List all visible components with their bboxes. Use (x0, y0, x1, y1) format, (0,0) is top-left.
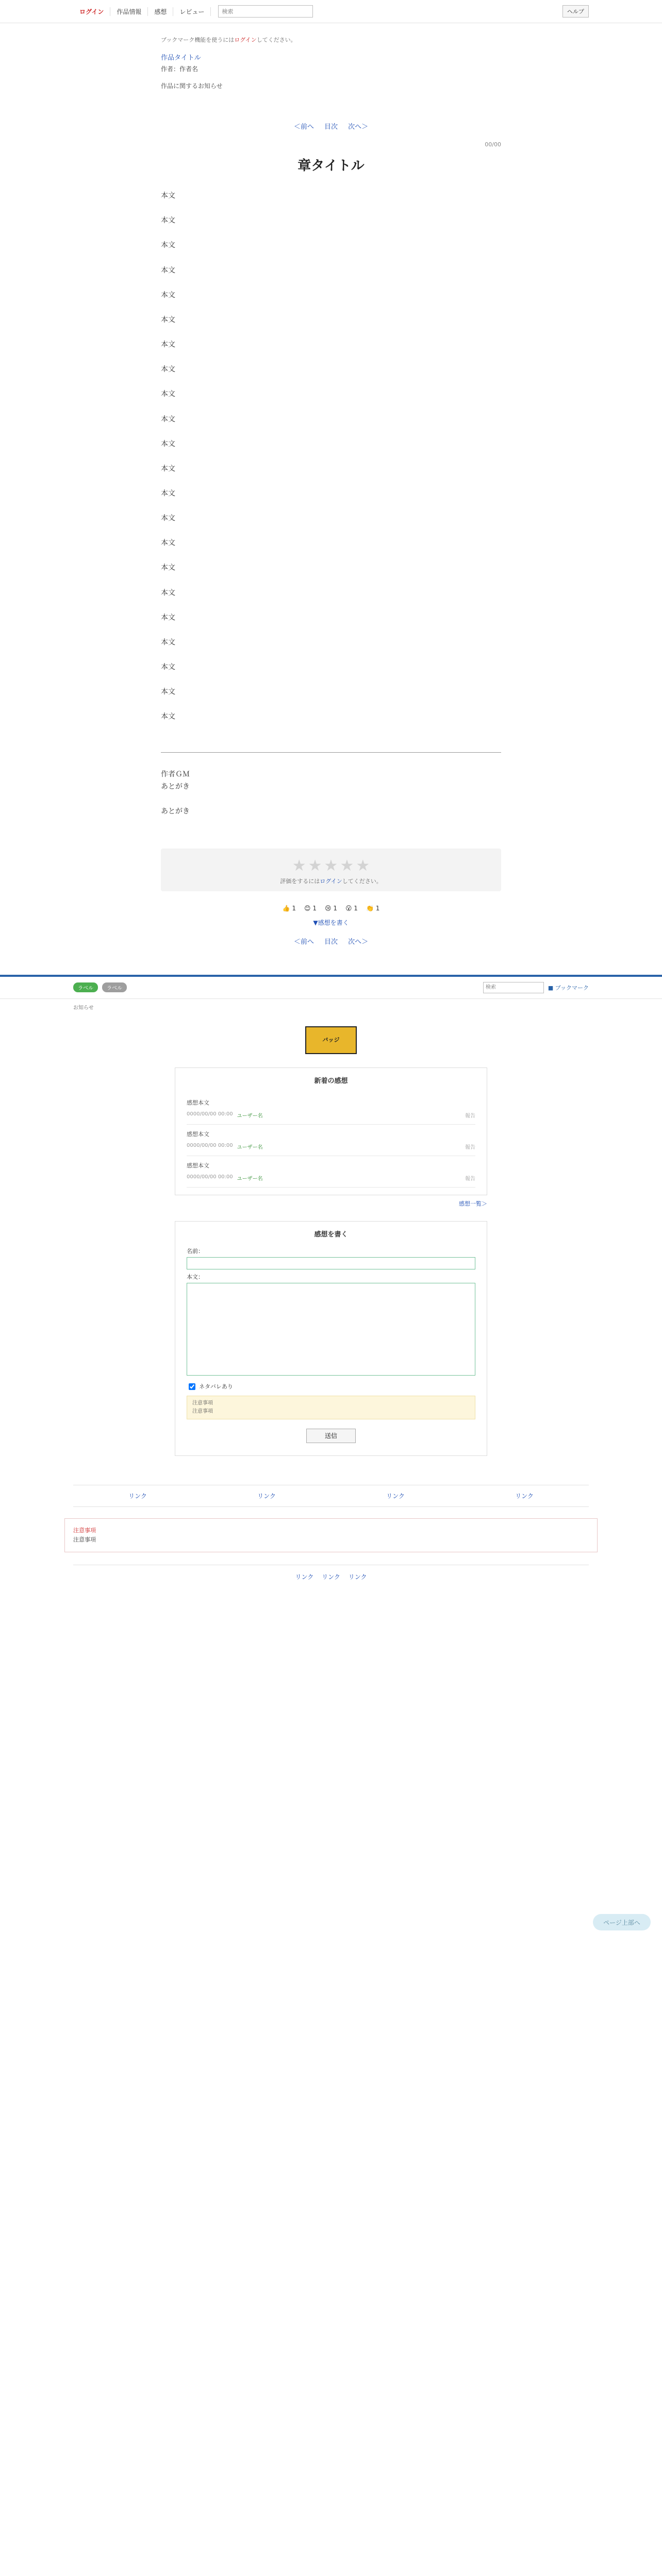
body-paragraph (161, 400, 501, 413)
chapter-number: 00/00 (485, 141, 501, 148)
band-note: お知らせ (73, 1005, 94, 1011)
impressions-list-link[interactable]: 感想一覧＞ (459, 1200, 487, 1207)
review-report-link[interactable]: 報告 (465, 1144, 475, 1150)
star-icon[interactable]: ★ (292, 856, 306, 875)
impression-form (175, 1221, 487, 1456)
reaction-button[interactable]: 😢 1 (325, 904, 337, 912)
bookmark-icon: ■ (548, 984, 555, 991)
footer-links (73, 1485, 589, 1507)
help-button[interactable]: ヘルプ (562, 5, 589, 18)
bookmark-login-note (161, 36, 501, 44)
author-name[interactable]: 作者名 (179, 65, 198, 73)
body-paragraph: 本文 (161, 415, 175, 423)
blue-band (0, 975, 662, 977)
recent-impressions-heading: 新着の感想 (314, 1077, 348, 1085)
toc-link[interactable]: 目次 (324, 938, 338, 946)
review-report-link[interactable]: 報告 (465, 1113, 475, 1119)
review-text: 感想本文 (187, 1162, 209, 1169)
toc-link[interactable]: 目次 (324, 123, 338, 131)
star-icon[interactable]: ★ (356, 856, 370, 875)
web-contents-badge[interactable]: バッジ (305, 1026, 357, 1054)
review-meta (187, 1111, 475, 1119)
body-paragraph: 本文 (161, 638, 175, 647)
afterword (161, 768, 501, 818)
review-item (187, 1125, 475, 1156)
body-paragraph: 本文 (161, 390, 175, 399)
prev-link[interactable]: ＜前へ (293, 123, 314, 131)
disclaimer-warning: 注意事項 (73, 1527, 96, 1534)
bottom-links (73, 1565, 589, 1581)
body-paragraph (161, 376, 501, 388)
login-link[interactable]: ログイン (73, 7, 110, 16)
body-paragraph (161, 450, 501, 463)
header-search-input[interactable] (218, 5, 313, 18)
author-line (161, 64, 501, 73)
body-paragraph: 本文 (161, 688, 175, 697)
spoiler-row (187, 1382, 475, 1392)
body-paragraph (161, 500, 501, 512)
body-paragraph: 本文 (161, 663, 175, 672)
next-link[interactable]: 次へ＞ (348, 123, 369, 131)
body-paragraph: 本文 (161, 291, 175, 299)
body-paragraph: 本文 (161, 266, 175, 275)
reader-page (161, 23, 501, 946)
star-icon[interactable]: ★ (340, 856, 354, 875)
bottom-link[interactable]: リンク (348, 1573, 367, 1581)
body-paragraph: 本文 (161, 713, 175, 721)
body-paragraph (161, 202, 501, 214)
body-paragraph (161, 673, 501, 686)
bookmark-note-prefix: ブックマーク機能を使うには (161, 37, 235, 43)
review-date: 0000/00/00 00:00 (187, 1111, 233, 1117)
afterword-divider (161, 752, 501, 753)
band-separator (0, 998, 662, 999)
afterword-line (161, 793, 501, 805)
footer-link[interactable]: リンク (128, 1492, 147, 1500)
rating-box (161, 849, 501, 891)
name-input[interactable] (187, 1257, 475, 1269)
body-paragraph: 本文 (161, 464, 175, 473)
afterword-line: あとがき (161, 782, 190, 791)
reaction-button[interactable]: 😊 1 (304, 904, 317, 912)
body-paragraph (161, 426, 501, 438)
afterword-label: 作者ＧＭ (161, 770, 190, 778)
footer-link[interactable]: リンク (515, 1492, 534, 1500)
bottom-pager (161, 936, 501, 946)
bottom-link[interactable]: リンク (322, 1573, 340, 1581)
footer-link[interactable]: リンク (386, 1492, 405, 1500)
body-paragraph: 本文 (161, 241, 175, 250)
series-title-link[interactable]: 作品タイトル (161, 54, 201, 62)
gray-pill-button[interactable]: ラベル (102, 982, 127, 992)
bottom-link[interactable]: リンク (295, 1573, 314, 1581)
review-list (187, 1093, 475, 1188)
rating-note (161, 877, 501, 885)
bookmark-note-login-link[interactable]: ログイン (234, 37, 257, 43)
review-item (187, 1156, 475, 1188)
review-user[interactable]: ユーザー名 (237, 1144, 263, 1150)
review-date: 0000/00/00 00:00 (187, 1142, 233, 1148)
body-paragraph (161, 524, 501, 537)
body-paragraph (161, 698, 501, 710)
review-meta (187, 1143, 475, 1150)
body-label: 本文： (187, 1273, 204, 1280)
impression-textarea[interactable] (187, 1283, 475, 1376)
next-link[interactable]: 次へ＞ (348, 938, 369, 946)
body-paragraph: 本文 (161, 365, 175, 374)
body-paragraph: 本文 (161, 315, 175, 324)
top-bar-inner (73, 0, 589, 23)
disclaimer-box (64, 1518, 598, 1552)
band-search-input[interactable] (483, 982, 544, 993)
body-paragraph: 本文 (161, 539, 175, 548)
rating-note-suffix: してください。 (342, 877, 382, 885)
form-warning-line: 注意事項 (192, 1408, 213, 1414)
confirm-impression-button[interactable]: 送信 (306, 1429, 356, 1443)
chapter-title: 章タイトル (297, 158, 365, 174)
body-paragraph: 本文 (161, 514, 175, 523)
chapter-body (161, 190, 501, 723)
review-report-link[interactable]: 報告 (465, 1176, 475, 1182)
body-paragraph (161, 252, 501, 264)
review-text: 感想本文 (187, 1099, 209, 1106)
spoiler-checkbox[interactable] (189, 1383, 195, 1390)
body-paragraph (161, 599, 501, 612)
body-paragraph (161, 301, 501, 314)
reaction-button[interactable]: 😮 1 (345, 904, 358, 912)
review-user[interactable]: ユーザー名 (237, 1176, 263, 1182)
form-warning-box (187, 1396, 475, 1419)
review-item (187, 1093, 475, 1125)
body-paragraph: 本文 (161, 341, 175, 349)
body-paragraph (161, 574, 501, 587)
form-warning-line: 注意事項 (192, 1400, 213, 1406)
prev-link[interactable]: ＜前へ (293, 938, 314, 946)
review-link[interactable]: レビュー (173, 7, 211, 16)
author-label: 作者： (161, 65, 180, 73)
program-notice: 作品に関するお知らせ (161, 82, 223, 90)
body-paragraph (161, 549, 501, 562)
works-info-link[interactable]: 作品情報 (110, 7, 148, 16)
body-paragraph: 本文 (161, 489, 175, 498)
impressions-link[interactable]: 感想 (148, 7, 173, 16)
body-paragraph: 本文 (161, 192, 175, 200)
green-pill-button[interactable]: ラベル (73, 982, 98, 992)
spoiler-label: ネタバレあり (199, 1383, 233, 1391)
body-paragraph: 本文 (161, 216, 175, 225)
review-date: 0000/00/00 00:00 (187, 1174, 233, 1180)
bookmark-button[interactable] (548, 984, 589, 992)
rating-note-prefix: 評価をするには (280, 877, 320, 885)
rating-login-link[interactable]: ログイン (320, 877, 342, 885)
body-paragraph (161, 277, 501, 289)
bookmark-note-suffix: してください。 (256, 37, 296, 43)
body-paragraph: 本文 (161, 588, 175, 597)
recent-impressions (175, 1067, 487, 1195)
star-icon[interactable]: ★ (308, 856, 322, 875)
form-heading: 感想を書く (314, 1230, 348, 1239)
disclaimer-text: 注意事項 (73, 1536, 96, 1544)
footer-link[interactable]: リンク (257, 1492, 276, 1500)
body-paragraph (161, 649, 501, 661)
name-label: 名前： (187, 1247, 204, 1255)
body-paragraph (161, 624, 501, 636)
body-paragraph: 本文 (161, 564, 175, 572)
bookmark-label: ブックマーク (555, 984, 589, 991)
reaction-button[interactable]: 👏 1 (366, 904, 380, 912)
body-paragraph (161, 227, 501, 239)
write-impression-link[interactable]: ▼感想を書く (313, 919, 349, 926)
star-icon[interactable]: ★ (324, 856, 338, 875)
body-paragraph: 本文 (161, 439, 175, 448)
review-text: 感想本文 (187, 1130, 209, 1138)
reaction-button[interactable]: 👍 1 (282, 904, 296, 912)
review-meta (187, 1174, 475, 1182)
top-pager (161, 121, 501, 131)
afterword-line: あとがき (161, 807, 190, 816)
page-top-button[interactable]: ページ上部へ (593, 1914, 651, 1930)
body-paragraph (161, 326, 501, 338)
rating-stars (161, 857, 501, 875)
review-user[interactable]: ユーザー名 (237, 1113, 263, 1119)
top-bar (0, 0, 662, 23)
body-paragraph (161, 475, 501, 487)
band-row (73, 982, 589, 993)
body-paragraph (161, 351, 501, 363)
reaction-bar (161, 905, 501, 912)
body-paragraph: 本文 (161, 613, 175, 622)
